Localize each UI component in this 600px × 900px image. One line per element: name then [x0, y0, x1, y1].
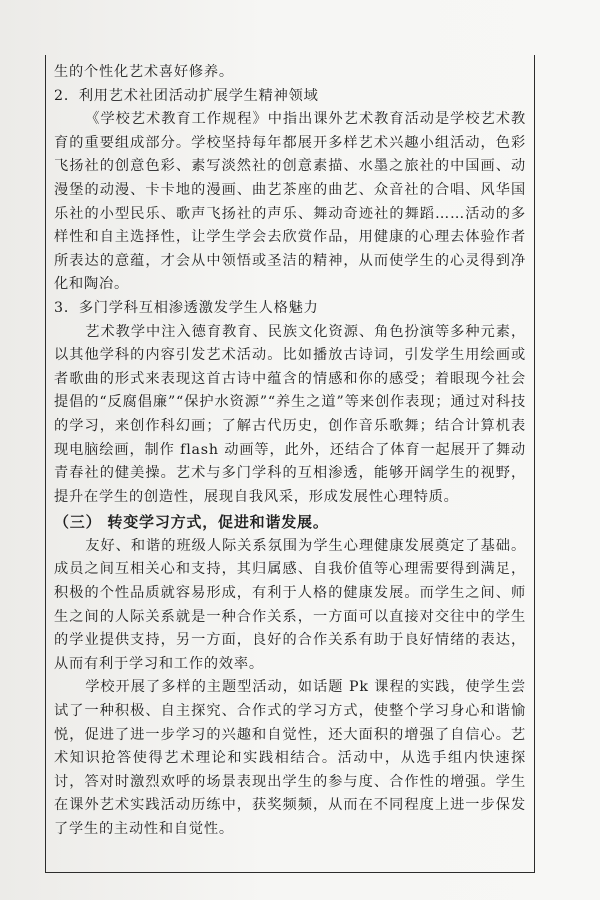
paragraph-interdisciplinary: 艺术教学中注入德育教育、民族文化资源、角色扮演等多种元素，以其他学科的内容引发艺术活动。比如播放古诗词，引发学生用绘画或者歌曲的形式来表现这首古诗中蕴含的情感和你的感受；着眼现今社会提倡的“反腐倡廉”“保护水资源”“养生之道”等来创作表现；通过对科技的学习，来创作科幻画；了解古代历史，创作音乐歌舞；结合计算机表现电脑绘画，制作 flash 动画等，此外，还结合了体育一起展开了舞动青春社的健美操。艺术与多门学科的互相渗透，能够开阔学生的视野，提升在学生的创造性，展现自我风采，形成发展性心理特质。: [54, 323, 526, 505]
paragraph-art-clubs: 《学校艺术教育工作规程》中指出课外艺术教育活动是学校艺术教育的重要组成部分。学校坚持每年都展开多样艺术兴趣小组活动，色彩飞扬社的创意色彩、素写淡然社的创意素描、水墨之旅社的中国画、动漫堡的动漫、卡卡地的漫画、曲艺茶座的曲艺、众音社的合唱、风华国乐社的小型民乐、歌声飞扬社的声乐、舞动奇迹社的舞蹈……活动的多样性和自主选择性，让学生学会去欣赏作品，用健康的心理去体验作者所表达的意蕴，才会从中领悟或圣洁的精神，从而使学生的心灵得到净化和陶冶。: [54, 111, 526, 293]
heading-interdisciplinary: 3．多门学科互相渗透激发学生人格魅力: [54, 299, 319, 316]
section-heading-learning: （三） 转变学习方式，促进和谐发展。: [54, 513, 329, 532]
heading-art-clubs: 2．利用艺术社团活动扩展学生精神领域: [54, 87, 319, 104]
article-body: [54, 61, 526, 842]
paragraph-activities: 学校开展了多样的主题型活动，如话题 Pk 课程的实践，使学生尝试了一种积极、自主探究、合作式的学习方式，使整个学习身心和谐愉悦，促进了进一步学习的兴趣和自觉性，还大面积的增强了自信心。艺术知识抢答使得艺术理论和实践相结合。活动中，从选手组内快速探讨，答对时激烈欢呼的场景表现出学生的参与度、合作性的增强。学生在课外艺术实践活动历练中，获奖频频，从而在不同程度上进一步保发了学生的主动性和自觉性。: [54, 679, 526, 837]
text-frame: [45, 55, 535, 873]
paragraph-relationships: 友好、和谐的班级人际关系氛围为学生心理健康发展奠定了基础。成员之间互相关心和支持，其归属感、自我价值等心理需要得到满足，积极的个性品质就容易形成，有利于人格的健康发展。而学生之间、师生之间的人际关系就是一种合作关系，一方面可以直接对交往中的学生的学业提供支持，另一方面，良好的合作关系有助于良好情绪的表达，从而有利于学习和工作的效率。: [54, 537, 526, 672]
intro-tail-line: 生的个性化艺术喜好修养。: [54, 64, 234, 80]
